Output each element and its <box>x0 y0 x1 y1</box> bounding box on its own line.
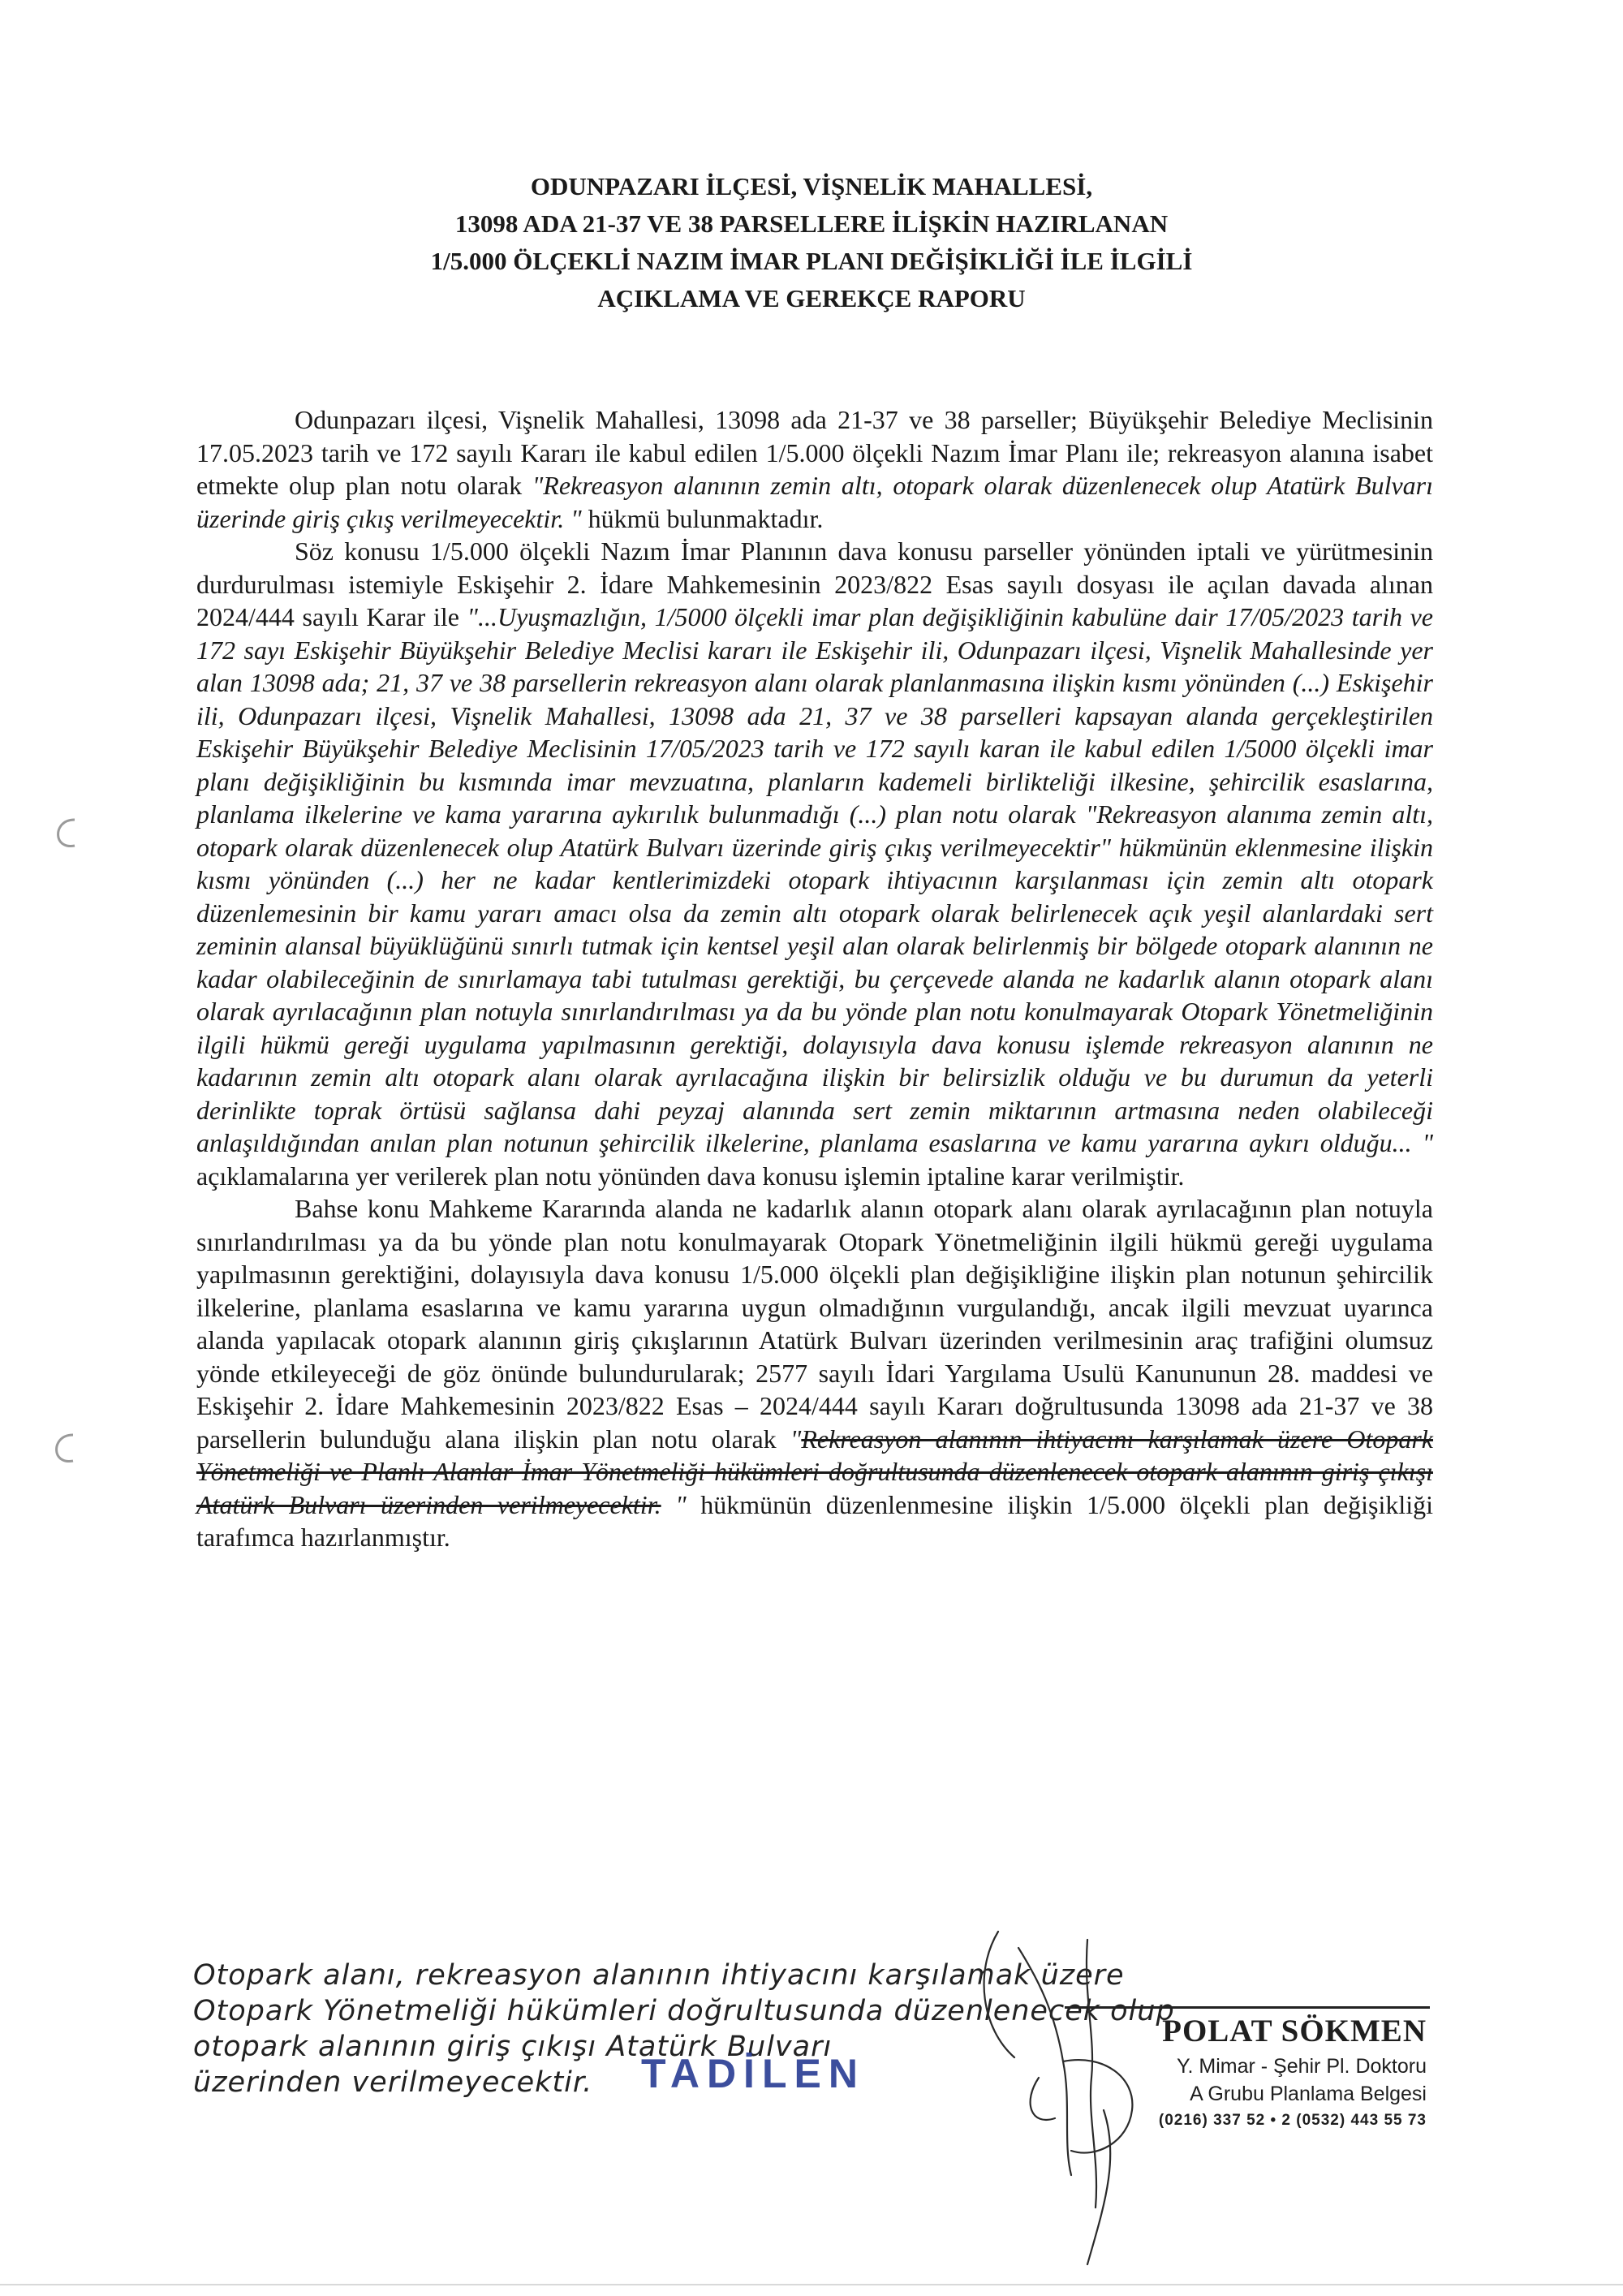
stamp-name: POLAT SÖKMEN <box>1162 2014 1427 2048</box>
handwritten-line-1: Otopark alanı, rekreasyon alanının ihtiyacını karşılamak üzere <box>193 1959 1125 1992</box>
quote-open: " <box>790 1424 802 1454</box>
signature-icon <box>941 1915 1217 2272</box>
paragraph-3-text-b: hükmünün düzenlenmesine ilişkin 1/5.000 ölçekli plan değişikliği tarafımca hazırlanmıştır. <box>196 1489 1434 1552</box>
handwritten-line-3: otopark alanının giriş çıkışı Atatürk Bulvarı <box>193 2031 833 2063</box>
struck-plan-note: Rekreasyon alanının ihtiyacını karşılamak üzere Otopark Yönetmeliği ve Planlı Alanlar İmar Yönetmeliği hükümleri doğrultusunda düzenlenecek otopark alanının giriş çıkışı Atatürk Bulvarı üzerinden verilmeyecektir. <box>196 1424 1434 1519</box>
paragraph-1 <box>196 403 1433 535</box>
report-body <box>196 403 1433 1554</box>
handwritten-line-2: Otopark Yönetmeliği hükümleri doğrultusunda düzenlenecek olup <box>193 1995 1175 2027</box>
paragraph-1-quote: "Rekreasyon alanının zemin altı, otopark olarak düzenlenecek olup Atatürk Bulvarı üzerinde giriş çıkış verilmeyecektir. " <box>196 471 1434 533</box>
title-line-3: 1/5.000 ÖLÇEKLİ NAZIM İMAR PLANI DEĞİŞİKLİĞİ İLE İLGİLİ <box>430 247 1193 275</box>
handwritten-line-4: üzerinden verilmeyecektir. <box>193 2066 593 2099</box>
title-line-4: AÇIKLAMA VE GEREKÇE RAPORU <box>597 284 1026 312</box>
hole-punch-mark-icon <box>50 1430 83 1466</box>
paragraph-2-text-b: açıklamalarına yer verilerek plan notu yönünden dava konusu işlemin iptaline karar verilmiştir. <box>196 1161 1185 1191</box>
stamp-title: Y. Mimar - Şehir Pl. Doktoru <box>1177 2055 1427 2078</box>
quote-close: " <box>661 1489 687 1519</box>
tadilen-stamp: TADİLEN <box>641 2051 865 2096</box>
paragraph-2-text-a: Söz konusu 1/5.000 ölçekli Nazım İmar Planının dava konusu parseller yönünden iptali ve yürütmesinin durdurulması istemiyle Eskişehir 2. İdare Mahkemesinin 2023/822 Esas sayılı dosyası ile açılan davada alınan 2024/444 sayılı Karar ile <box>196 536 1433 631</box>
paragraph-1-text-a: Odunpazarı ilçesi, Vişnelik Mahallesi, 13098 ada 21-37 ve 38 parseller; Büyükşehir Belediye Meclisinin 17.05.2023 tarih ve 172 sayılı Kararı ile kabul edilen 1/5.000 ölçekli Nazım İmar Planı ile; rekreasyon alanına isabet etmekte olup plan notu olarak <box>196 405 1433 500</box>
paragraph-2 <box>196 535 1433 1192</box>
hole-punch-mark-icon <box>52 815 84 851</box>
paragraph-3 <box>196 1192 1433 1554</box>
paragraph-1-text-b: hükmü bulunmaktadır. <box>581 503 824 533</box>
title-line-1: ODUNPAZARI İLÇESİ, VİŞNELİK MAHALLESİ, <box>530 172 1093 200</box>
stamp-phones: (0216) 337 52 • 2 (0532) 443 55 73 <box>1158 2112 1427 2129</box>
paragraph-3-text-a: Bahse konu Mahkeme Kararında alanda ne kadarlık alanın otopark alanı olarak ayrılacağının plan notuyla sınırlandırılması ya da bu yönde plan notu konulmayarak Otopark Yönetmeliğinin ilgili hükmü gereği uygulama yapılmasının gerektiğini, dolayısıyla dava konusu 1/5.000 ölçekli plan değişikliğine ilişkin plan notunun şehircilik ilkelerine, planlama esaslarına ve kamu yararına uygun olmadığının vurgulandığı, ancak ilgili mevzuat uyarınca alanda yapılacak otopark alanının giriş çıkışlarının Atatürk Bulvarı üzerinden verilmesinin araç trafiğini olumsuz yönde etkileyeceği de göz önünde bulundurularak; 2577 sayılı İdari Yargılama Usulü Kanununun 28. maddesi ve Eskişehir 2. İdare Mahkemesinin 2023/822 Esas – 2024/444 sayılı Kararı doğrultusunda 13098 ada 21-37 ve 38 parsellerin bulunduğu alana ilişkin plan notu olarak <box>196 1194 1433 1454</box>
scan-edge-line <box>0 2284 1623 2285</box>
stamp-license: A Grubu Planlama Belgesi <box>1190 2083 1427 2105</box>
title-line-2: 13098 ADA 21-37 VE 38 PARSELLERE İLİŞKİN HAZIRLANAN <box>454 209 1169 238</box>
court-decision-quote: "...Uyuşmazlığın, 1/5000 ölçekli imar plan değişikliğinin kabulüne dair 17/05/2023 tarih ve 172 sayı Eskişehir Büyükşehir Belediye Meclisi kararı ile Eskişehir ili, Odunpazarı ilçesi, Vişnelik Mahallesinde yer alan 13098 ada; 21, 37 ve 38 parsellerin rekreasyon alanı olarak planlanmasına ilişkin kısmı yönünden (...) Eskişehir ili, Odunpazarı ilçesi, Vişnelik Mahallesi, 13098 ada 21, 37 ve 38 parselleri kapsayan alanda gerçekleştirilen Eskişehir Büyükşehir Belediye Meclisinin 17/05/2023 tarih ve 172 sayılı karan ile kabul edilen 1/5000 ölçekli imar planı değişikliğinin bu kısmında imar mevzuatına, planların kademeli birlikteliği ilkesine, şehircilik esaslarına, planlama ilkelerine ve kama yararına aykırılık bulunmadığı (...) plan notu olarak "Rekreasyon alanıma zemin altı, otopark olarak düzenlenecek olup Atatürk Bulvarı üzerinde giriş çıkış verilmeyecektir" hükmünün eklenmesine ilişkin kısmı yönünden (...) her ne kadar kentlerimizdeki otopark ihtiyacının karşılanması için zemin altı otopark düzenlemesinin bir kamu yararı amacı olsa da zemin altı otopark olarak belirlenecek açık yeşil alanlardaki sert zeminin alansal büyüklüğünü sınırlı tutmak için kentsel yeşil alan olarak belirlenmiş bir bölgede otopark alanının ne kadar olabileceğinin de sınırlamaya tabi tutulması gerektiği, bu çerçevede alanda ne kadarlık alanın otopark alanı olarak ayrılacağının plan notuyla sınırlandırılması ya da bu yönde plan notu konulmayarak Otopark Yönetmeliğinin ilgili hükmü gereği uygulama yapılmasının gerektiği, dolayısıyla dava konusu işlemde rekreasyon alanının ne kadarının zemin altı otopark alanı olarak ayrılacağına ilişkin bir belirsizlik olduğu ve bu durumun da yeterli derinlikte toprak örtüsü sağlansa dahi peyzaj alanında sert zemin miktarının artmasına neden olabileceği anlaşıldığından anılan plan notunun şehircilik ilkelerine, planlama esaslarına ve kamu yararına aykırı olduğu... " <box>196 602 1433 1157</box>
report-title <box>0 168 1623 317</box>
